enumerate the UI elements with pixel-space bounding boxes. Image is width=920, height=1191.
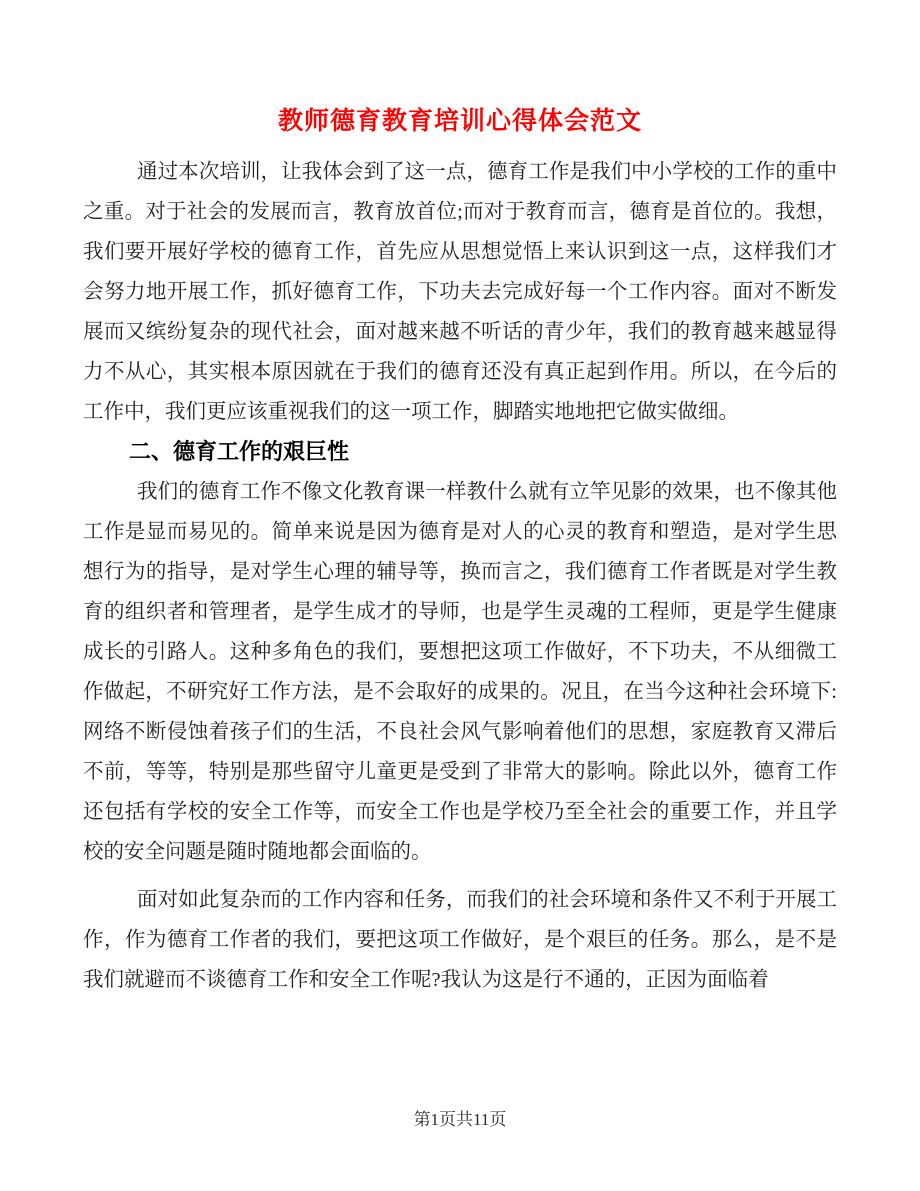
document-body (83, 152, 837, 1000)
paragraph: 面对如此复杂而的工作内容和任务，而我们的社会环境和条件又不利于开展工作，作为德育工作者的我们，要把这项工作做好，是个艰巨的任务。那么，是不是我们就避而不谈德育工作和安全工作呢?我认为这是行不通的，正因为面临着 (83, 889, 837, 991)
paragraph: 我们的德育工作不像文化教育课一样教什么就有立竿见影的效果，也不像其他工作是显而易见的。简单来说是因为德育是对人的心灵的教育和塑造，是对学生思想行为的指导，是对学生心理的辅导等，换而言之，我们德育工作者既是对学生教育的组织者和管理者，是学生成才的导师，也是学生灵魂的工程师，更是学生健康成长的引路人。这种多角色的我们，要想把这项工作做好，不下功夫，不从细微工作做起，不研究好工作方法，是不会取好的成果的。况且，在当今这种社会环境下:网络不断侵蚀着孩子们的生活，不良社会风气影响着他们的思想，家庭教育又滞后不前，等等，特别是那些留守儿童更是受到了非常大的影响。除此以外，德育工作还包括有学校的安全工作等，而安全工作也是学校乃至全社会的重要工作，并且学校的安全问题是随时随地都会面临的。 (83, 481, 837, 863)
page-footer (0, 1108, 920, 1132)
paragraph: 通过本次培训，让我体会到了这一点，德育工作是我们中小学校的工作的重中之重。对于社会的发展而言，教育放首位;而对于教育而言，德育是首位的。我想，我们要开展好学校的德育工作，首先应从思想觉悟上来认识到这一点，这样我们才会努力地开展工作，抓好德育工作，下功夫去完成好每一个工作内容。面对不断发展而又缤纷复杂的现代社会，面对越来越不听话的青少年，我们的教育越来越显得力不从心，其实根本原因就在于我们的德育还没有真正起到作用。所以，在今后的工作中，我们更应该重视我们的这一项工作，脚踏实地地把它做实做细。 (83, 161, 837, 423)
page-number-label: 第1页共11页 (413, 1110, 507, 1129)
section-heading: 二、德育工作的艰巨性 (129, 439, 350, 464)
document-title: 教师德育教育培训心得体会范文 (277, 108, 642, 135)
